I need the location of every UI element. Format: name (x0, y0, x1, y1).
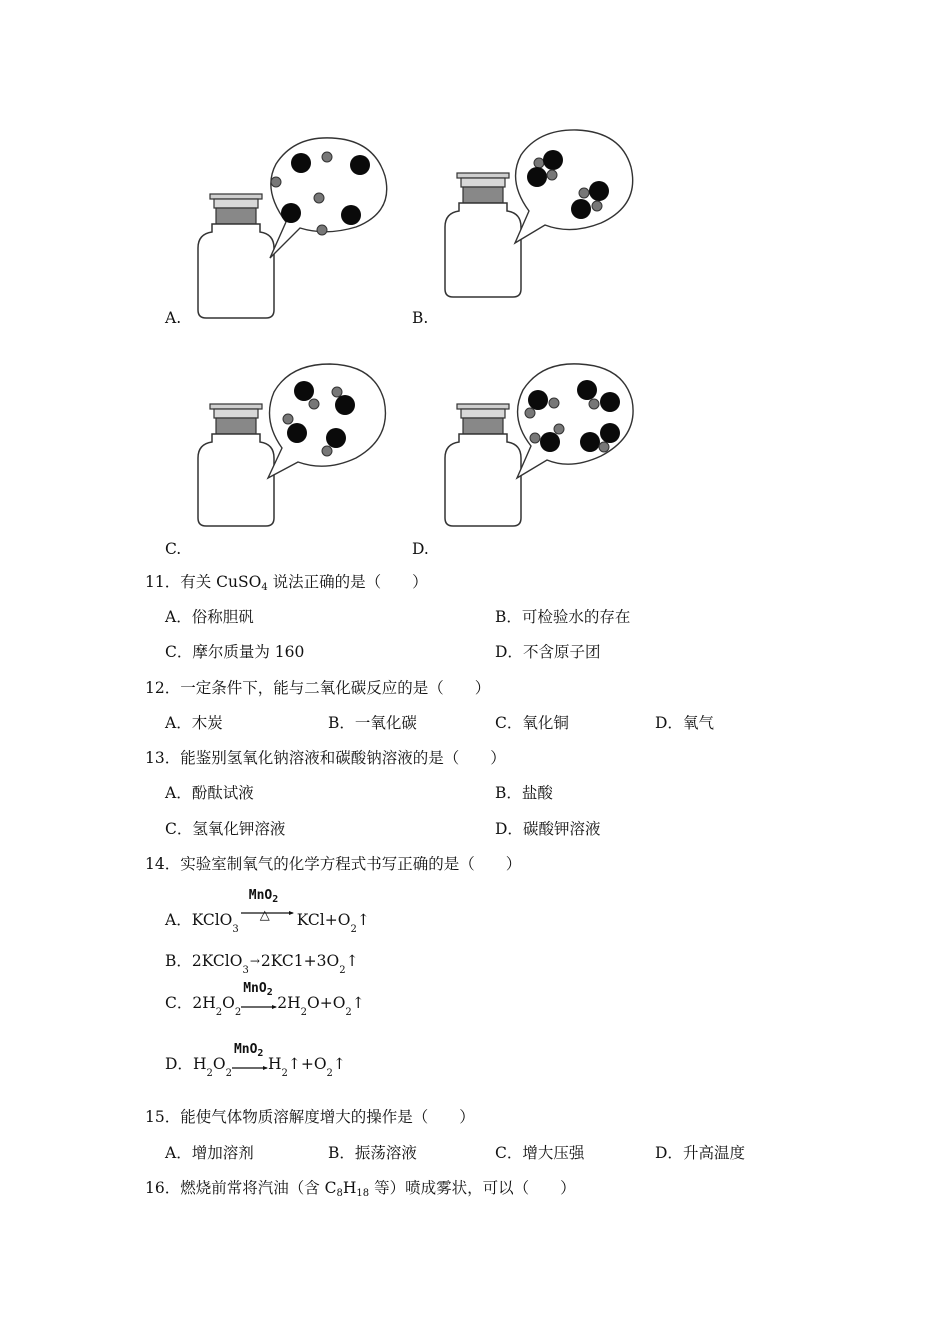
question-15-stem: 15．能使气体物质溶解度增大的操作是（ ） (145, 1108, 475, 1126)
figure-c-label: C. (165, 540, 182, 558)
question-11-stem: 11．有关 CuSO$_4$ 说法正确的是（ ） (145, 573, 428, 593)
q15-option-a: A．增加溶剂 (165, 1144, 254, 1162)
q14-option-b: B． 2KClO 3 → 2KC1+3O 2 ↑ (165, 952, 359, 976)
question-13-stem: 13．能鉴别氢氧化钠溶液和碳酸钠溶液的是（ ） (145, 749, 506, 767)
figure-c (190, 360, 400, 535)
q13-option-a: A．酚酞试液 (165, 784, 254, 802)
q15-option-c: C．增大压强 (495, 1144, 585, 1162)
q11-option-c: C．摩尔质量为 160 (165, 643, 305, 661)
reagent-bottle (445, 404, 521, 526)
catalyst-label: MnO$_2$ (248, 888, 279, 905)
figure-b-label: B. (412, 309, 429, 327)
q12-option-b: B．一氧化碳 (328, 714, 417, 732)
q11-option-d: D．不含原子团 (495, 643, 601, 661)
reagent-bottle (198, 404, 274, 526)
arrow-symbol: → (249, 954, 260, 968)
q13-option-c: C．氢氧化钾溶液 (165, 820, 286, 838)
q14-option-a: A． KClO 3 MnO$_2$ △ KCl+O 2 ↑ (165, 888, 370, 935)
q14-option-d: D． H 2 O 2 MnO$_2$ H 2 ↑+O 2 ↑ (165, 1042, 346, 1079)
reagent-bottle (198, 194, 274, 318)
question-14-stem: 14．实验室制氧气的化学方程式书写正确的是（ ） (145, 855, 522, 873)
reaction-arrow (241, 981, 277, 1013)
q14-option-c: C． 2H 2 O 2 MnO$_2$ 2H 2 O+O 2 ↑ (165, 981, 365, 1018)
q11-option-b: B．可检验水的存在 (495, 608, 631, 626)
q12-option-c: C．氧化铜 (495, 714, 569, 732)
figure-d-label: D. (412, 540, 429, 558)
heat-symbol: △ (259, 908, 270, 923)
q13-option-d: D．碳酸钾溶液 (495, 820, 601, 838)
catalyst-label: MnO$_2$ (233, 1042, 264, 1059)
reaction-arrow (232, 1042, 268, 1074)
q11-option-a: A．俗称胆矾 (165, 608, 254, 626)
q13-option-b: B．盐酸 (495, 784, 553, 802)
reagent-bottle (445, 173, 521, 297)
q15-option-b: B．振荡溶液 (328, 1144, 417, 1162)
question-16-stem: 16．燃烧前常将汽油（含 $C_8H_{18}$ 等）喷成雾状，可以（ ） (145, 1179, 576, 1199)
q12-option-a: A．木炭 (165, 714, 223, 732)
catalyst-label: MnO$_2$ (243, 981, 273, 998)
question-12-stem: 12．一定条件下，能与二氧化碳反应的是（ ） (145, 679, 491, 697)
speech-bubble (517, 364, 633, 478)
reaction-arrow (241, 888, 295, 930)
figure-a (190, 130, 400, 330)
q15-option-d: D．升高温度 (655, 1144, 745, 1162)
speech-bubble (515, 130, 633, 243)
q12-option-d: D．氧气 (655, 714, 714, 732)
figure-d (437, 360, 647, 535)
figure-b (437, 125, 647, 305)
figure-a-label: A. (165, 309, 182, 327)
